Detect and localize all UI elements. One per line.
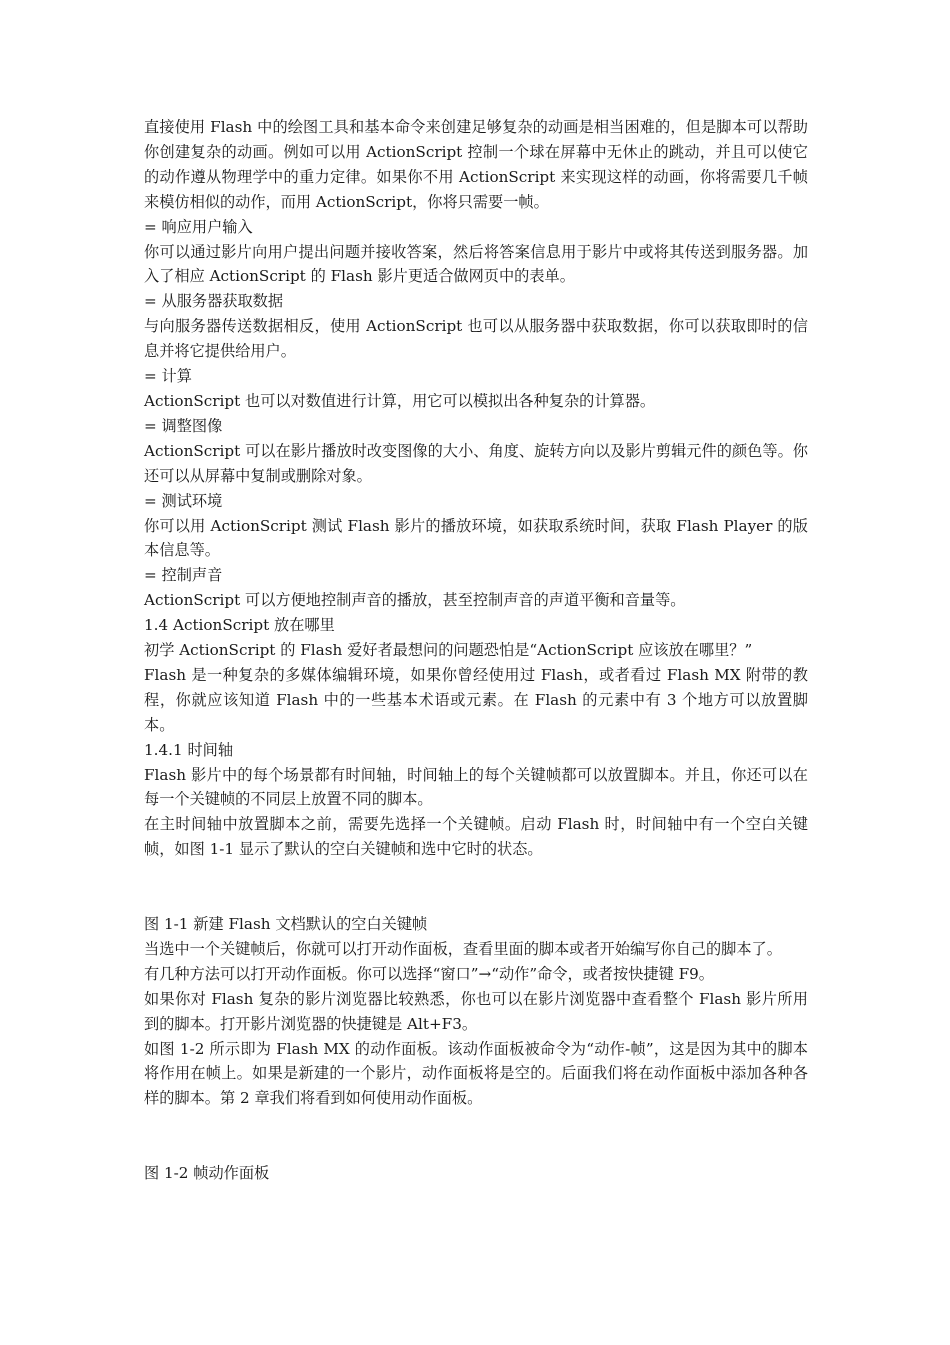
list-item-heading: = 测试环境 — [144, 491, 223, 510]
list-item-heading: = 调整图像 — [144, 416, 223, 435]
document-body — [144, 115, 808, 1186]
paragraph: 你可以用 ActionScript 测试 Flash 影片的播放环境，如获取系统时间，获取 Flash Player 的版本信息等。 — [144, 516, 808, 560]
list-item-heading: = 控制声音 — [144, 566, 223, 585]
subsection-heading: 1.4.1 时间轴 — [144, 740, 234, 759]
paragraph: 如果你对 Flash 复杂的影片浏览器比较熟悉，你也可以在影片浏览器中查看整个 Flash 影片所用到的脚本。打开影片浏览器的快捷键是 Alt+F3。 — [144, 989, 808, 1033]
list-item-heading: = 计算 — [144, 367, 192, 386]
list-item-heading: = 从服务器获取数据 — [144, 292, 284, 311]
paragraph: 当选中一个关键帧后，你就可以打开动作面板，查看里面的脚本或者开始编写你自己的脚本了。 — [144, 939, 782, 958]
paragraph: ActionScript 也可以对数值进行计算，用它可以模拟出各种复杂的计算器。 — [144, 391, 656, 410]
figure-placeholder — [144, 862, 808, 912]
list-item-heading: = 响应用户输入 — [144, 217, 253, 236]
paragraph: 直接使用 Flash 中的绘图工具和基本命令来创建足够复杂的动画是相当困难的，但是脚本可以帮助你创建复杂的动画。例如可以用 ActionScript 控制一个球在屏幕中无休止的跳动，并且可以使它的动作遵从物理学中的重力定律。如果你不用 ActionScript 来实现这样的动画，你将需要几千帧来模仿相似的动作，而用 ActionScript，你将只需要一帧。 — [144, 118, 808, 211]
paragraph: ActionScript 可以在影片播放时改变图像的大小、角度、旋转方向以及影片剪辑元件的颜色等。你还可以从屏幕中复制或删除对象。 — [144, 441, 808, 485]
paragraph: 在主时间轴中放置脚本之前，需要先选择一个关键帧。启动 Flash 时，时间轴中有一个空白关键帧，如图 1-1 显示了默认的空白关键帧和选中它时的状态。 — [144, 815, 808, 859]
paragraph: Flash 是一种复杂的多媒体编辑环境，如果你曾经使用过 Flash，或者看过 Flash MX 附带的教程，你就应该知道 Flash 中的一些基本术语或元素。在 Flash 的元素中有 3 个地方可以放置脚本。 — [144, 665, 808, 734]
paragraph: ActionScript 可以方便地控制声音的播放，甚至控制声音的声道平衡和音量等。 — [144, 591, 686, 610]
paragraph: 初学 ActionScript 的 Flash 爱好者最想问的问题恐怕是“ActionScript 应该放在哪里？” — [144, 641, 753, 660]
paragraph: Flash 影片中的每个场景都有时间轴，时间轴上的每个关键帧都可以放置脚本。并且，你还可以在每一个关键帧的不同层上放置不同的脚本。 — [144, 765, 808, 809]
figure-caption: 图 1-1 新建 Flash 文档默认的空白关键帧 — [144, 914, 428, 933]
section-heading: 1.4 ActionScript 放在哪里 — [144, 616, 335, 635]
paragraph: 你可以通过影片向用户提出问题并接收答案，然后将答案信息用于影片中或将其传送到服务器。加入了相应 ActionScript 的 Flash 影片更适合做网页中的表单。 — [144, 242, 808, 286]
paragraph: 与向服务器传送数据相反，使用 ActionScript 也可以从服务器中获取数据，你可以获取即时的信息并将它提供给用户。 — [144, 317, 808, 361]
figure-caption: 图 1-2 帧动作面板 — [144, 1164, 270, 1183]
paragraph: 有几种方法可以打开动作面板。你可以选择“窗口”→“动作”命令，或者按快捷键 F9。 — [144, 964, 714, 983]
figure-placeholder — [144, 1111, 808, 1161]
paragraph: 如图 1-2 所示即为 Flash MX 的动作面板。该动作面板被命令为“动作-帧”，这是因为其中的脚本将作用在帧上。如果是新建的一个影片，动作面板将是空的。后面我们将在动作面板中添加各种各样的脚本。第 2 章我们将看到如何使用动作面板。 — [144, 1039, 808, 1108]
